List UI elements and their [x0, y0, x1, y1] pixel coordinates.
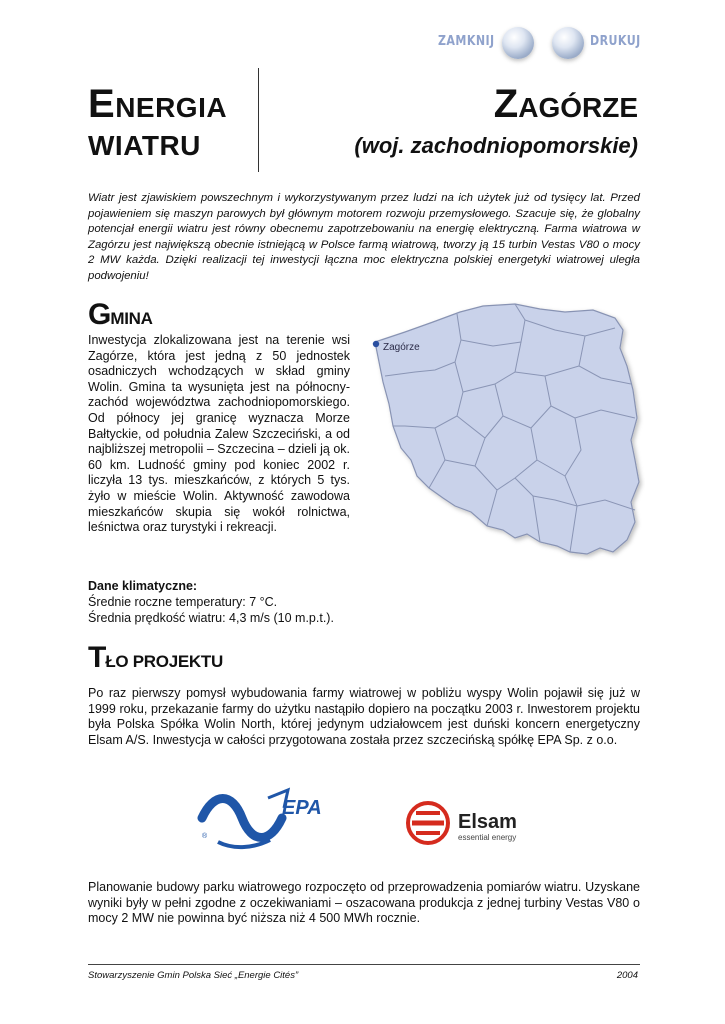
- climate-heading: Dane klimatyczne:: [88, 579, 198, 593]
- climate-wind: Średnia prędkość wiatru: 4,3 m/s (10 m.p.t.).: [88, 611, 334, 625]
- title-left-initial: E: [88, 82, 116, 126]
- title-right-subtitle: (woj. zachodniopomorskie): [354, 133, 638, 158]
- epa-logo: [196, 786, 322, 850]
- elsam-logo-text: Elsam: [458, 811, 517, 833]
- close-orb-icon[interactable]: [502, 27, 534, 59]
- footer-divider: [88, 964, 640, 965]
- project-paragraph: Po raz pierwszy pomysł wybudowania farmy wiatrowej w pobliżu wyspy Wolin pojawił się już w 1999 roku, przekazanie farmy do użytku nastąpiło dopiero na początku 2003 r. Inwestorem projektu była Polska Spółka Wolin North, której jedynym udziałowcem jest duński koncern energetyczny Elsam A/S. Inwestycja w całości przygotowana została przez szczecińską spółkę EPA Sp. z o.o.: [88, 686, 640, 747]
- epa-logo-text: EPA: [282, 797, 322, 819]
- print-link[interactable]: DRUKUJ: [590, 34, 641, 49]
- title-left-line2: WIATRU: [88, 130, 201, 161]
- header-divider: [258, 68, 259, 172]
- project-heading-initial: T: [88, 641, 106, 674]
- climate-block: [88, 578, 334, 626]
- print-orb-icon[interactable]: [552, 27, 584, 59]
- gmina-heading: [88, 298, 153, 332]
- title-right-initial: Z: [493, 82, 519, 126]
- close-link[interactable]: ZAMKNIJ: [438, 34, 495, 49]
- climate-temp: Średnie roczne temperatury: 7 °C.: [88, 595, 278, 609]
- page-title-right: [354, 82, 638, 165]
- poland-map-svg: [365, 300, 645, 562]
- poland-map: [365, 300, 645, 562]
- elsam-logo-graphic: [404, 796, 534, 850]
- elsam-tagline: essential energy: [458, 833, 517, 842]
- footer-year: 2004: [616, 970, 638, 981]
- epa-reg-mark: ®: [202, 833, 208, 840]
- elsam-logo: [404, 796, 534, 850]
- project-heading: [88, 641, 223, 675]
- project-heading-rest: ŁO PROJEKTU: [105, 652, 223, 671]
- planning-paragraph: Planowanie budowy parku wiatrowego rozpoczęto od przeprowadzenia pomiarów wiatru. Uzyskane wyniki były w pełni zgodne z oczekiwaniami – oszacowana produkcja z jednej turbiny Vestas V80 o mocy 2 MW nie powinna być niższa niż 4 500 MWh rocznie.: [88, 880, 640, 926]
- zagorze-marker-icon: [373, 341, 379, 347]
- epa-logo-graphic: [196, 786, 322, 850]
- zagorze-marker-label: Zagórze: [383, 342, 420, 353]
- intro-paragraph: Wiatr jest zjawiskiem powszechnym i wykorzystywanym przez ludzi na ich użytek już od tysięcy lat. Przed pojawieniem się maszyn parowych był głównym motorem rozwoju przemysłowego. Szacuje się, że globalny potencjał energii wiatru jest równy obecnemu zapotrzebowaniu na energię elektryczną. Farma wiatrowa w Zagórzu jest największą obecnie istniejącą w Polsce farmą wiatrową, tworzy ją 15 turbin Vestas V80 o mocy 2 MW każda. Dzięki realizacji tej inwestycji łączna moc elektryczna polskiej energetyki wiatrowej uległa podwojeniu!: [88, 192, 640, 282]
- gmina-heading-rest: MINA: [110, 309, 153, 328]
- gmina-paragraph: Inwestycja zlokalizowana jest na terenie wsi Zagórze, która jest jedną z 50 jednostek osadniczych wchodzących w skład gminy Wolin. Gmina ta wysunięta jest na północny-zachód województwa zachodniopomorskiego. Od północy jej granicę wyznacza Morze Bałtyckie, od południa Zalew Szczeciński, a od najbliższej metropolii – Szczecina – dzieli ją ok. 60 km. Ludność gminy pod koniec 2002 r. liczyła 13 tys. mieszkańców, z których 5 tys. żyło w mieście Wolin. Aktywność zawodowa mieszkańców skupia się wokół rolnictwa, leśnictwa oraz turystyki i rekreacji.: [88, 333, 350, 535]
- gmina-heading-initial: G: [88, 298, 111, 331]
- title-left-rest: NERGIA: [115, 92, 228, 123]
- footer-org: Stowarzyszenie Gmin Polska Sieć „Energie Cités”: [88, 970, 299, 981]
- page-title-left: [88, 82, 228, 165]
- title-right-rest: AGÓRZE: [518, 92, 638, 123]
